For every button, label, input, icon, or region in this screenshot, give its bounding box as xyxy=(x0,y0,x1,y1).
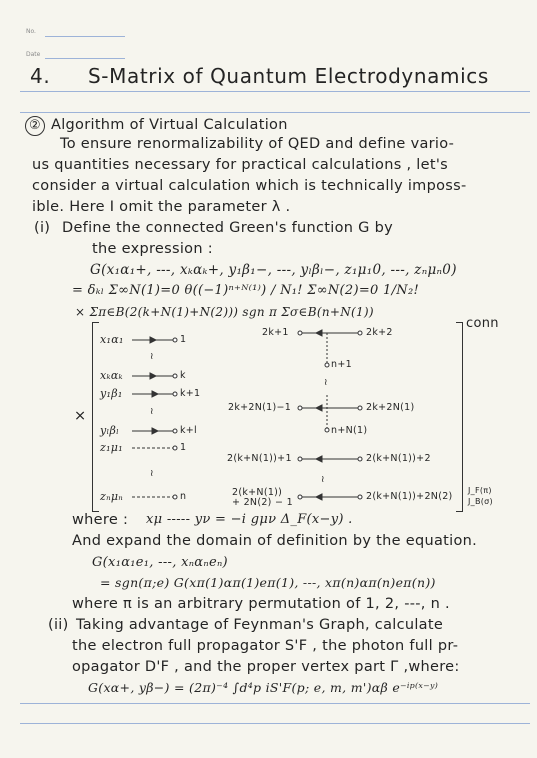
conn-label: conn xyxy=(466,316,499,331)
left-end-k: k xyxy=(180,370,186,381)
right-label-2k2n1: 2k+2N(1) xyxy=(366,402,415,413)
step-i-line-2: the expression : xyxy=(92,241,213,257)
left-end-kl: k+l xyxy=(180,425,198,436)
section-marker: ② xyxy=(25,116,45,136)
date-label: Date xyxy=(26,51,41,58)
title-number: 4. xyxy=(30,64,51,88)
left-label-x1: x₁α₁ xyxy=(100,333,124,346)
right-label-2kn1p1: 2(k+N(1))+1 xyxy=(227,453,292,464)
left-end-k1: k+1 xyxy=(180,388,201,399)
step-ii-eq: G(xα+, yβ−) = (2π)⁻⁴ ∫d⁴p iS'F(p; e, m, m')αβ e⁻ⁱᵖ⁽ˣ⁻ʸ⁾ xyxy=(88,680,439,695)
right-label-br: 2(k+N(1))+2N(2) xyxy=(366,491,453,502)
intro-line-1: To ensure renormalizability of QED and define vario- xyxy=(60,136,455,152)
intro-line-2: us quantities necessary for practical calculations , let's xyxy=(32,157,448,173)
step-ii-line-3: opagator D'F , and the proper vertex part Γ ,where: xyxy=(72,659,460,675)
where-label: where : xyxy=(72,512,129,528)
where-propagator: xμ ----- yν = −i gμν Δ_F(x−y) . xyxy=(146,512,353,527)
jf-label: J_F(π) xyxy=(468,486,492,495)
vdots-4: ≀ xyxy=(324,377,328,388)
left-label-y1: y₁β₁ xyxy=(100,387,123,400)
sum-eq-2: × Σπ∈B(2(k+N(1)+N(2))) sgn π Σσ∈B(n+N(1)) xyxy=(75,305,374,319)
times-sign: × xyxy=(74,408,87,424)
expand-line-2: where π is an arbitrary permutation of 1, 2, ---, n . xyxy=(72,596,450,612)
intro-line-3: consider a virtual calculation which is technically imposs- xyxy=(32,178,467,194)
expand-eq-2: = sgn(π;e) G(xπ(1)απ(1)eπ(1), ---, xπ(n)απ(n)eπ(n)) xyxy=(100,575,436,590)
step-ii-line-1: Taking advantage of Feynman's Graph, calculate xyxy=(76,617,444,633)
intro-line-4: ible. Here I omit the parameter λ . xyxy=(32,199,291,215)
left-label-zn: zₙμₙ xyxy=(100,490,124,503)
right-label-nn1: n+N(1) xyxy=(331,425,368,436)
right-label-2k1: 2k+1 xyxy=(262,327,289,338)
vdots-3: ≀ xyxy=(150,468,154,479)
no-label: No. xyxy=(26,28,36,35)
left-end-n: n xyxy=(180,491,187,502)
right-label-bl-1: 2(k+N(1)) xyxy=(232,487,283,498)
step-ii-label: (ii) xyxy=(48,617,69,633)
left-end-z1: 1 xyxy=(180,442,187,453)
right-label-bl-2: + 2N(2) − 1 xyxy=(232,497,293,508)
left-end-1: 1 xyxy=(180,334,187,345)
right-label-n1: n+1 xyxy=(331,359,352,370)
right-label-2k2: 2k+2 xyxy=(366,327,393,338)
jb-label: J_B(σ) xyxy=(468,497,493,506)
page-title: S-Matrix of Quantum Electrodynamics xyxy=(88,64,489,88)
vdots-5: ≀ xyxy=(321,474,325,485)
left-label-yl: yₗβₗ xyxy=(100,424,120,437)
vdots-1: ≀ xyxy=(150,351,154,362)
step-ii-line-2: the electron full propagator S'F , the photon full pr- xyxy=(72,638,459,654)
sum-eq-1: = δₖₗ Σ∞N(1)=0 θ((−1)ⁿ⁺ᴺ⁽¹⁾) / N₁! Σ∞N(2)=0 1/N₂! xyxy=(72,283,420,298)
left-label-z1: z₁μ₁ xyxy=(100,441,123,454)
expand-line-1: And expand the domain of definition by the equation. xyxy=(72,533,478,549)
right-label-2k2n1m1: 2k+2N(1)−1 xyxy=(228,402,292,413)
green-function-eq: G(x₁α₁+, ---, xₖαₖ+, y₁β₁−, ---, yₗβₗ−, z₁μ₁0, ---, zₙμₙ0) xyxy=(90,262,457,278)
vdots-2: ≀ xyxy=(150,406,154,417)
right-label-2kn1p2: 2(k+N(1))+2 xyxy=(366,453,431,464)
left-label-xk: xₖαₖ xyxy=(100,369,123,382)
section-heading-text: Algorithm of Virtual Calculation xyxy=(51,117,288,133)
expand-eq-1: G(x₁α₁e₁, ---, xₙαₙeₙ) xyxy=(92,555,228,570)
step-i-label: (i) xyxy=(34,220,51,236)
step-i-line-1: Define the connected Green's function G by xyxy=(62,220,394,236)
